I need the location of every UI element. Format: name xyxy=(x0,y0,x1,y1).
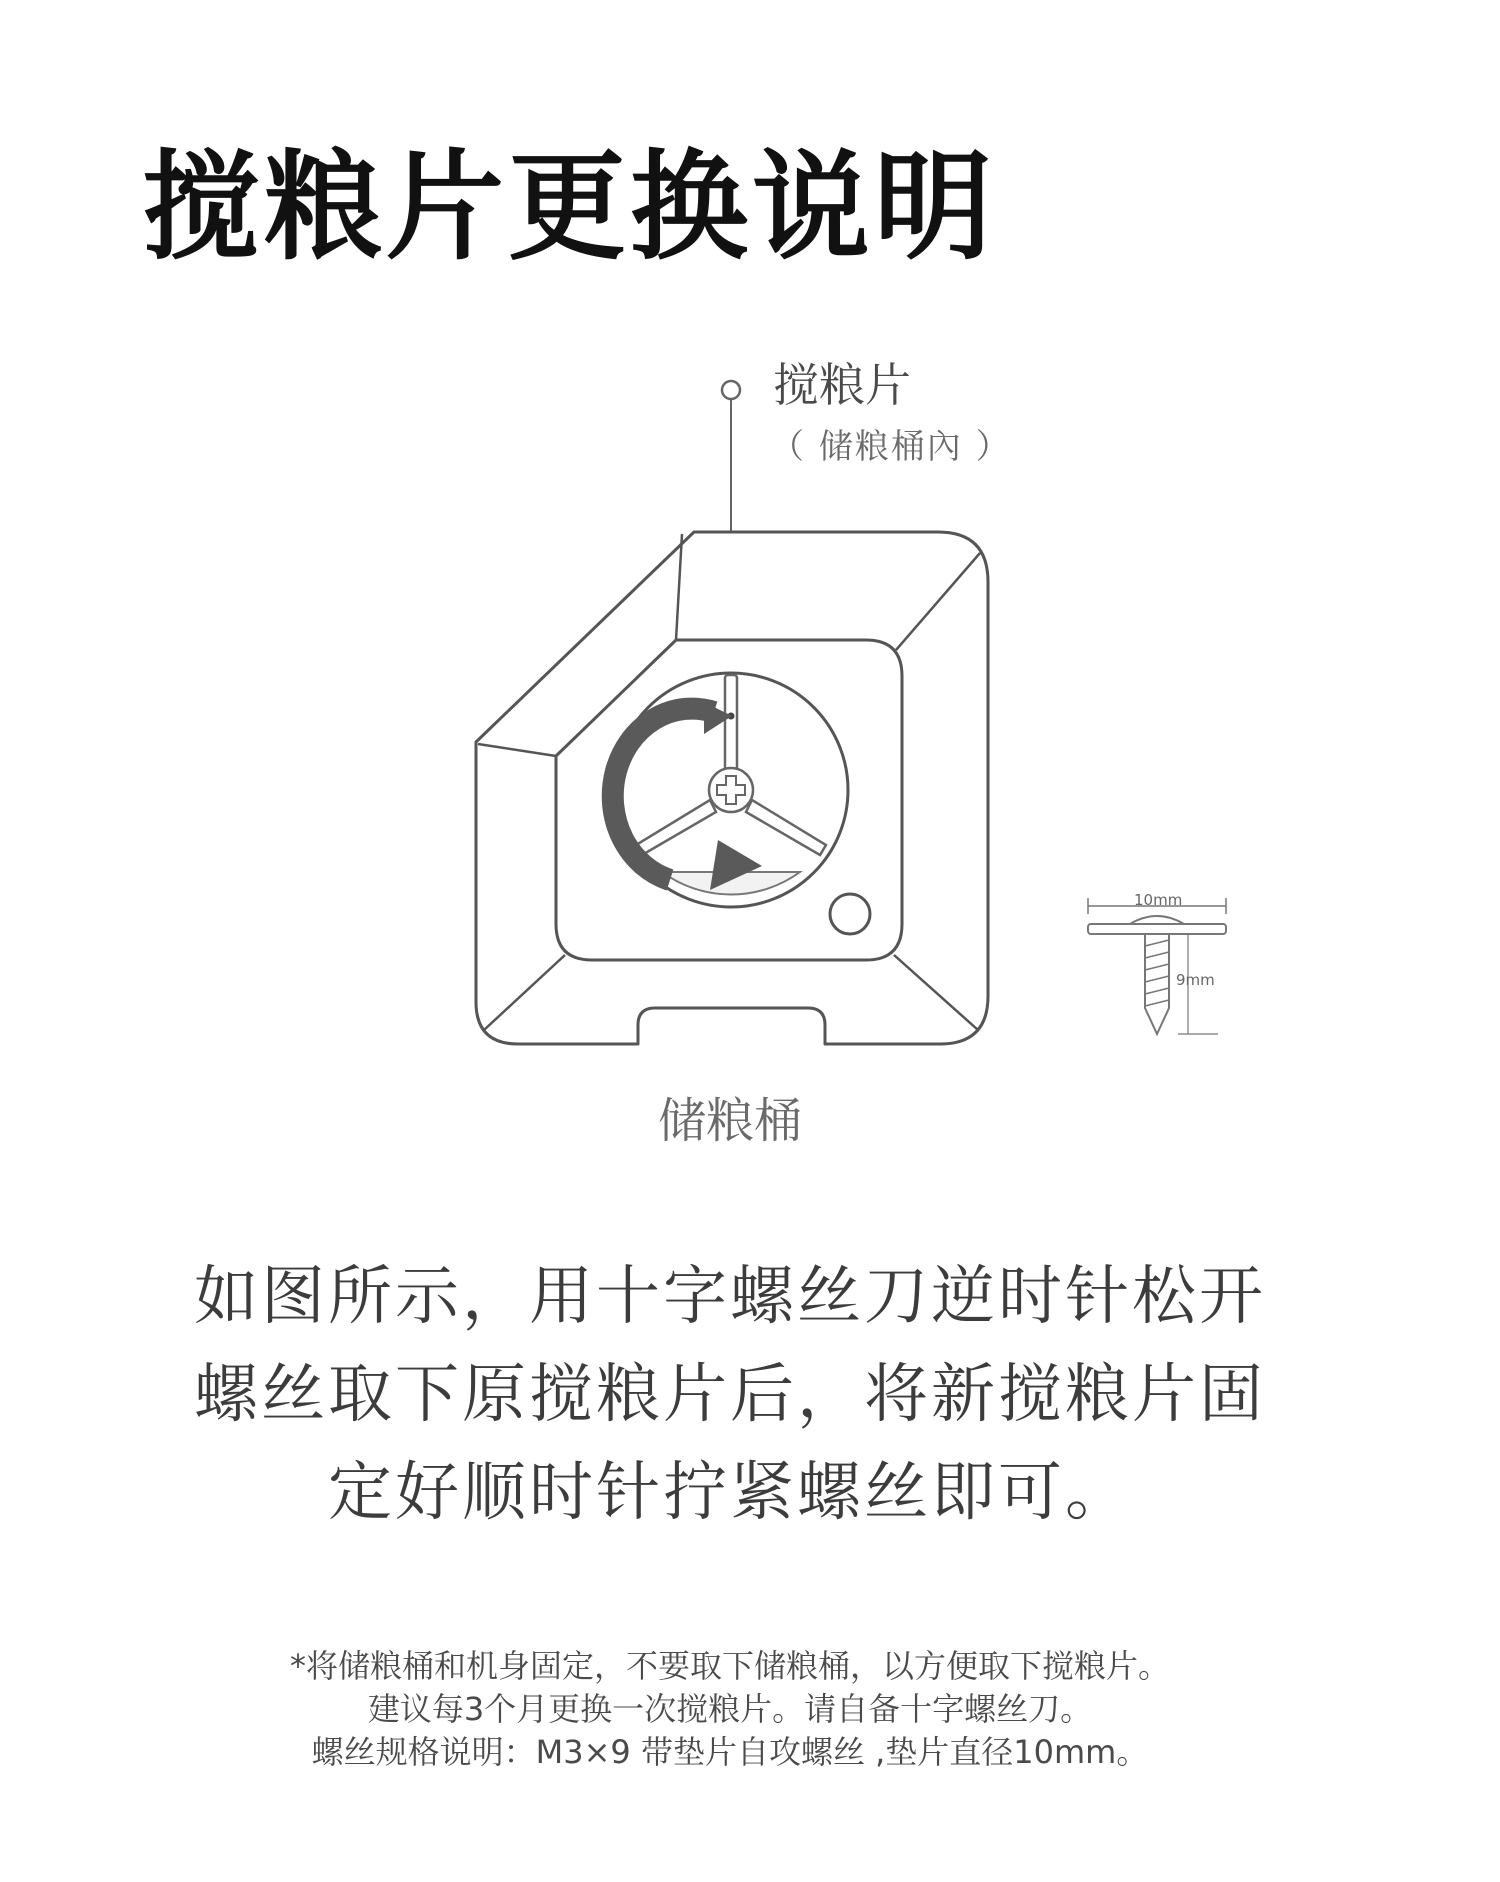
footnote-line: *将储粮桶和机身固定，不要取下储粮桶，以方便取下搅粮片。 xyxy=(289,1647,1170,1685)
screw-length-label: 9mm xyxy=(1176,971,1215,989)
bucket-corner-hole xyxy=(830,894,870,934)
page-title: 搅粮片更换说明 xyxy=(142,138,997,276)
bucket-label: 储粮桶 xyxy=(657,1093,802,1149)
footnotes xyxy=(150,1645,1310,1774)
agitator-label: 搅粮片 xyxy=(773,358,911,412)
instruction-line: 如图所示，用十字螺丝刀逆时针松开 xyxy=(194,1260,1266,1334)
screw-spec-drawing xyxy=(1088,898,1226,1034)
instruction-line: 螺丝取下原搅粮片后，将新搅粮片固 xyxy=(194,1358,1266,1432)
agitator-sublabel: （ 储粮桶內 ） xyxy=(770,427,1012,467)
instruction-text xyxy=(150,1248,1310,1542)
footnote-line: 建议每3个月更换一次搅粮片。请自备十字螺丝刀。 xyxy=(367,1690,1093,1728)
instruction-line: 定好顺时针拧紧螺丝即可。 xyxy=(328,1456,1132,1530)
callout-dot xyxy=(722,381,740,399)
screw-width-label: 10mm xyxy=(1134,891,1183,909)
footnote-line: 螺丝规格说明：M3×9 带垫片自攻螺丝 ,垫片直径10mm。 xyxy=(311,1733,1149,1771)
